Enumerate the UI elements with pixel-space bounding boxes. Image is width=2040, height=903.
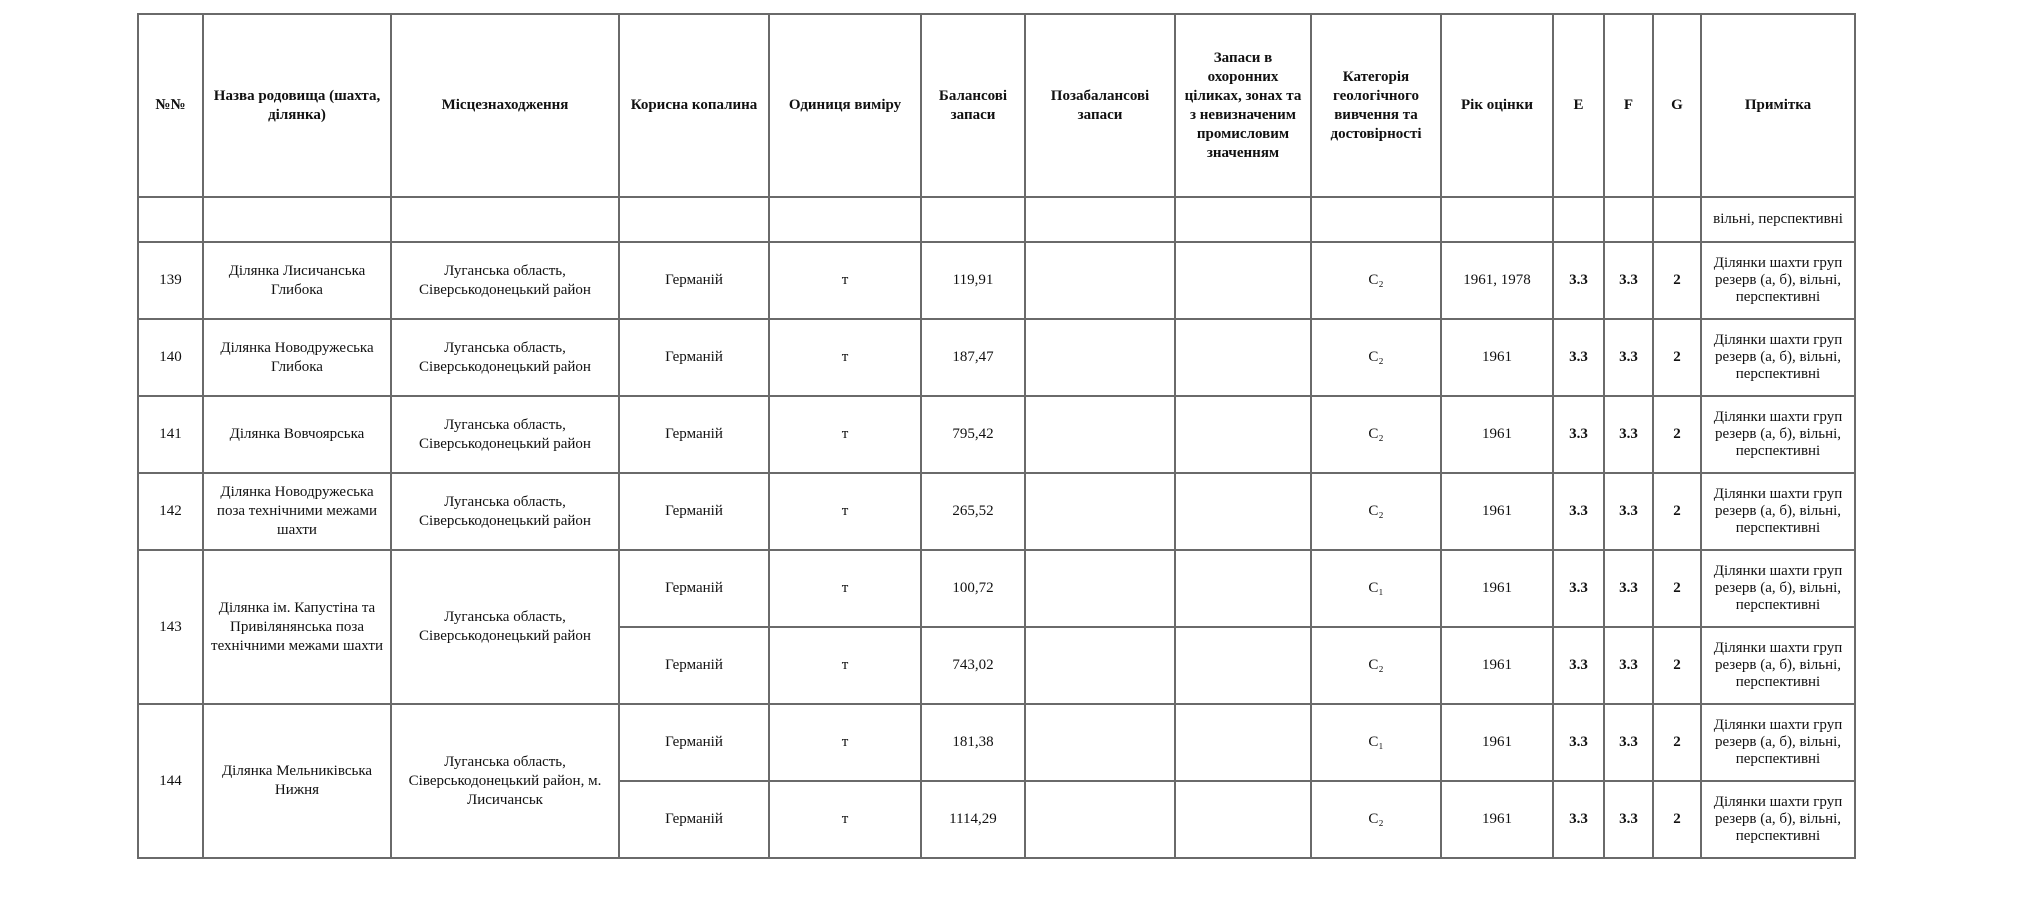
mineral: Германій bbox=[619, 396, 769, 473]
cell bbox=[769, 197, 921, 242]
note: Ділянки шахти груп резерв (а, б), вільні, перспективні bbox=[1701, 627, 1855, 704]
balance-reserves: 1114,29 bbox=[921, 781, 1025, 858]
f-value: 3.3 bbox=[1604, 627, 1653, 704]
protected-reserves bbox=[1175, 550, 1311, 627]
assessment-year: 1961 bbox=[1441, 781, 1553, 858]
f-value: 3.3 bbox=[1604, 242, 1653, 319]
cell bbox=[203, 197, 391, 242]
category: C₂ bbox=[1311, 319, 1441, 396]
header-off-balance: Позабалансові запаси bbox=[1025, 14, 1175, 197]
f-value: 3.3 bbox=[1604, 781, 1653, 858]
unit: т bbox=[769, 319, 921, 396]
cell bbox=[1175, 197, 1311, 242]
category: C₂ bbox=[1311, 473, 1441, 550]
cell bbox=[138, 197, 203, 242]
cell bbox=[391, 197, 619, 242]
f-value: 3.3 bbox=[1604, 473, 1653, 550]
g-value: 2 bbox=[1653, 473, 1701, 550]
header-category: Категорія геологічного вивчення та достовірності bbox=[1311, 14, 1441, 197]
deposit-name: Ділянка Лисичанська Глибока bbox=[203, 242, 391, 319]
balance-reserves: 119,91 bbox=[921, 242, 1025, 319]
row-number: 143 bbox=[138, 550, 203, 704]
header-name: Назва родовища (шахта, ділянка) bbox=[203, 14, 391, 197]
balance-reserves: 181,38 bbox=[921, 704, 1025, 781]
g-value: 2 bbox=[1653, 627, 1701, 704]
location: Луганська область, Сіверськодонецький район bbox=[391, 396, 619, 473]
header-g: G bbox=[1653, 14, 1701, 197]
balance-reserves: 265,52 bbox=[921, 473, 1025, 550]
note: Ділянки шахти груп резерв (а, б), вільні, перспективні bbox=[1701, 242, 1855, 319]
protected-reserves bbox=[1175, 627, 1311, 704]
g-value: 2 bbox=[1653, 704, 1701, 781]
assessment-year: 1961 bbox=[1441, 627, 1553, 704]
header-mineral: Корисна копалина bbox=[619, 14, 769, 197]
header-e: E bbox=[1553, 14, 1604, 197]
protected-reserves bbox=[1175, 396, 1311, 473]
balance-reserves: 100,72 bbox=[921, 550, 1025, 627]
protected-reserves bbox=[1175, 319, 1311, 396]
table-row bbox=[138, 319, 1855, 396]
unit: т bbox=[769, 704, 921, 781]
off-balance-reserves bbox=[1025, 781, 1175, 858]
category: C₂ bbox=[1311, 242, 1441, 319]
note: Ділянки шахти груп резерв (а, б), вільні, перспективні bbox=[1701, 704, 1855, 781]
cell bbox=[921, 197, 1025, 242]
f-value: 3.3 bbox=[1604, 319, 1653, 396]
cell bbox=[1025, 197, 1175, 242]
mineral: Германій bbox=[619, 242, 769, 319]
assessment-year: 1961 bbox=[1441, 396, 1553, 473]
deposit-name: Ділянка Новодружеська поза технічними межами шахти bbox=[203, 473, 391, 550]
protected-reserves bbox=[1175, 242, 1311, 319]
g-value: 2 bbox=[1653, 550, 1701, 627]
header-f: F bbox=[1604, 14, 1653, 197]
cell bbox=[1553, 197, 1604, 242]
e-value: 3.3 bbox=[1553, 550, 1604, 627]
note: Ділянки шахти груп резерв (а, б), вільні, перспективні bbox=[1701, 781, 1855, 858]
header-location: Місцезнаходження bbox=[391, 14, 619, 197]
header-year: Рік оцінки bbox=[1441, 14, 1553, 197]
table-row bbox=[138, 550, 1855, 627]
f-value: 3.3 bbox=[1604, 396, 1653, 473]
off-balance-reserves bbox=[1025, 396, 1175, 473]
unit: т bbox=[769, 781, 921, 858]
location: Луганська область, Сіверськодонецький район, м. Лисичанськ bbox=[391, 704, 619, 858]
off-balance-reserves bbox=[1025, 627, 1175, 704]
cell bbox=[1604, 197, 1653, 242]
table-row bbox=[138, 396, 1855, 473]
category: C₂ bbox=[1311, 781, 1441, 858]
e-value: 3.3 bbox=[1553, 781, 1604, 858]
balance-reserves: 187,47 bbox=[921, 319, 1025, 396]
row-number: 142 bbox=[138, 473, 203, 550]
note: Ділянки шахти груп резерв (а, б), вільні, перспективні bbox=[1701, 473, 1855, 550]
off-balance-reserves bbox=[1025, 704, 1175, 781]
off-balance-reserves bbox=[1025, 473, 1175, 550]
mineral: Германій bbox=[619, 473, 769, 550]
e-value: 3.3 bbox=[1553, 396, 1604, 473]
mineral: Германій bbox=[619, 319, 769, 396]
e-value: 3.3 bbox=[1553, 319, 1604, 396]
g-value: 2 bbox=[1653, 319, 1701, 396]
header-protected: Запаси в охоронних ціликах, зонах та з невизначеним промисловим значенням bbox=[1175, 14, 1311, 197]
header-row bbox=[138, 14, 1855, 197]
off-balance-reserves bbox=[1025, 319, 1175, 396]
e-value: 3.3 bbox=[1553, 627, 1604, 704]
header-number: №№ bbox=[138, 14, 203, 197]
note: Ділянки шахти груп резерв (а, б), вільні, перспективні bbox=[1701, 319, 1855, 396]
cell bbox=[1441, 197, 1553, 242]
assessment-year: 1961, 1978 bbox=[1441, 242, 1553, 319]
protected-reserves bbox=[1175, 781, 1311, 858]
category: C₂ bbox=[1311, 627, 1441, 704]
e-value: 3.3 bbox=[1553, 242, 1604, 319]
location: Луганська область, Сіверськодонецький район bbox=[391, 550, 619, 704]
location: Луганська область, Сіверськодонецький район bbox=[391, 473, 619, 550]
e-value: 3.3 bbox=[1553, 704, 1604, 781]
cell bbox=[1311, 197, 1441, 242]
unit: т bbox=[769, 550, 921, 627]
continuation-note: вільні, перспективні bbox=[1701, 197, 1855, 242]
mineral: Германій bbox=[619, 781, 769, 858]
note: Ділянки шахти груп резерв (а, б), вільні, перспективні bbox=[1701, 550, 1855, 627]
protected-reserves bbox=[1175, 473, 1311, 550]
location: Луганська область, Сіверськодонецький район bbox=[391, 319, 619, 396]
row-number: 139 bbox=[138, 242, 203, 319]
f-value: 3.3 bbox=[1604, 550, 1653, 627]
assessment-year: 1961 bbox=[1441, 319, 1553, 396]
balance-reserves: 743,02 bbox=[921, 627, 1025, 704]
category: C₁ bbox=[1311, 550, 1441, 627]
deposit-name: Ділянка Мельниківська Нижня bbox=[203, 704, 391, 858]
table-row bbox=[138, 473, 1855, 550]
category: C₂ bbox=[1311, 396, 1441, 473]
assessment-year: 1961 bbox=[1441, 550, 1553, 627]
cell bbox=[1653, 197, 1701, 242]
assessment-year: 1961 bbox=[1441, 473, 1553, 550]
unit: т bbox=[769, 396, 921, 473]
deposit-name: Ділянка Вовчоярська bbox=[203, 396, 391, 473]
table-row bbox=[138, 704, 1855, 781]
unit: т bbox=[769, 242, 921, 319]
off-balance-reserves bbox=[1025, 550, 1175, 627]
mineral: Германій bbox=[619, 550, 769, 627]
off-balance-reserves bbox=[1025, 242, 1175, 319]
continuation-row bbox=[138, 197, 1855, 242]
g-value: 2 bbox=[1653, 396, 1701, 473]
mineral: Германій bbox=[619, 627, 769, 704]
location: Луганська область, Сіверськодонецький район bbox=[391, 242, 619, 319]
category: C₁ bbox=[1311, 704, 1441, 781]
g-value: 2 bbox=[1653, 242, 1701, 319]
f-value: 3.3 bbox=[1604, 704, 1653, 781]
e-value: 3.3 bbox=[1553, 473, 1604, 550]
deposit-name: Ділянка Новодружеська Глибока bbox=[203, 319, 391, 396]
balance-reserves: 795,42 bbox=[921, 396, 1025, 473]
row-number: 144 bbox=[138, 704, 203, 858]
header-note: Примітка bbox=[1701, 14, 1855, 197]
cell bbox=[619, 197, 769, 242]
note: Ділянки шахти груп резерв (а, б), вільні, перспективні bbox=[1701, 396, 1855, 473]
mineral: Германій bbox=[619, 704, 769, 781]
reserves-table bbox=[137, 13, 1856, 859]
header-unit: Одиниця виміру bbox=[769, 14, 921, 197]
row-number: 140 bbox=[138, 319, 203, 396]
assessment-year: 1961 bbox=[1441, 704, 1553, 781]
row-number: 141 bbox=[138, 396, 203, 473]
g-value: 2 bbox=[1653, 781, 1701, 858]
header-balance: Балансові запаси bbox=[921, 14, 1025, 197]
deposit-name: Ділянка ім. Капустіна та Привілянянська поза технічними межами шахти bbox=[203, 550, 391, 704]
table-row bbox=[138, 242, 1855, 319]
unit: т bbox=[769, 473, 921, 550]
unit: т bbox=[769, 627, 921, 704]
protected-reserves bbox=[1175, 704, 1311, 781]
